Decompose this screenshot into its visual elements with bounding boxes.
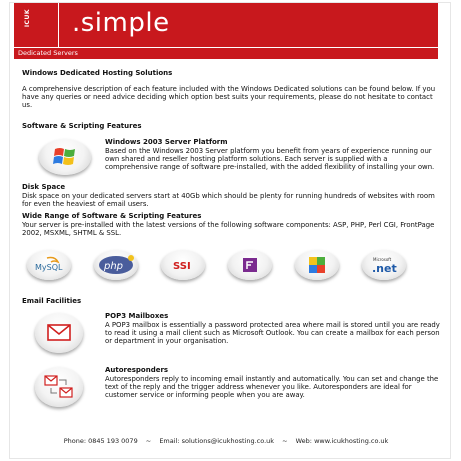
php-icon: [94, 250, 138, 280]
page-title: Windows Dedicated Hosting Solutions: [22, 69, 173, 77]
footer-email[interactable]: Email: solutions@icukhosting.co.uk: [159, 437, 275, 445]
platform-text: Based on the Windows 2003 Server platform you benefit from years of experience running our own shared and reseller hosting platform solutions. Each server is supplied with a comprehensive range of software pre-installed, with the added flexibility of installing your own.: [105, 147, 435, 172]
footer-separator: ~: [145, 437, 152, 445]
range-title: Wide Range of Software & Scripting Features: [22, 212, 202, 220]
dotnet-label: .net: [372, 262, 397, 275]
dotnet-microsoft-label: Microsoft: [373, 257, 392, 262]
header-banner: [14, 3, 438, 47]
autoresponders-title: Autoresponders: [105, 366, 169, 374]
msxml-icon: [295, 250, 339, 280]
footer-web[interactable]: Web: www.icukhosting.co.uk: [295, 437, 389, 445]
email-heading: Email Facilities: [22, 297, 82, 305]
envelope-icon: [35, 313, 83, 353]
pop3-title: POP3 Mailboxes: [105, 312, 169, 320]
mysql-label: MySQL: [35, 263, 63, 272]
logo-text: ICUK: [24, 9, 31, 28]
range-text: Your server is pre-installed with the latest versions of the following software components: ASP, PHP, Perl CGI, FrontPage 2002, MSXML, SHTML & SSL.: [22, 221, 435, 238]
autoresponder-icon: [35, 367, 83, 407]
php-label: php: [104, 261, 124, 272]
disk-text: Disk space on your dedicated servers start at 40Gb which should be plenty for running hundreds of websites with room for even the heaviest of email users.: [22, 192, 435, 209]
footer-separator: ~: [282, 437, 288, 445]
frontpage-icon: [228, 250, 272, 280]
brand-title: .simple: [72, 8, 170, 38]
windows-logo-icon: [39, 139, 91, 175]
dotnet-icon: [362, 250, 406, 280]
pop3-text: A POP3 mailbox is essentially a password protected area where mail is stored until you are ready to read it using a mail client such as Microsoft Outlook. You can create a mailbox for each person or department in your organisation.: [105, 321, 440, 346]
footer-contact: [14, 436, 438, 446]
icuk-logo: [14, 3, 59, 47]
intro-text: A comprehensive description of each feature included with the Windows Dedicated solutions can be found below. If you have any queries or need advice deciding which option best suits your requirements, please do not hesitate to contact us.: [22, 85, 436, 110]
mysql-icon: [27, 250, 71, 280]
disk-title: Disk Space: [22, 183, 66, 191]
section-label: Dedicated Servers: [18, 49, 78, 57]
software-heading: Software & Scripting Features: [22, 122, 142, 130]
footer-phone: Phone: 0845 193 0079: [63, 437, 138, 445]
autoresponders-text: Autoresponders reply to incoming email instantly and automatically. You can set and change the text of the reply and the trigger address whenever you like. Autoresponders are ideal for customer service or informing people when you are away.: [105, 375, 439, 400]
ssi-label: SSI: [173, 261, 191, 272]
ssi-icon: [161, 250, 205, 280]
platform-title: Windows 2003 Server Platform: [105, 138, 228, 146]
section-strip: [14, 47, 438, 59]
